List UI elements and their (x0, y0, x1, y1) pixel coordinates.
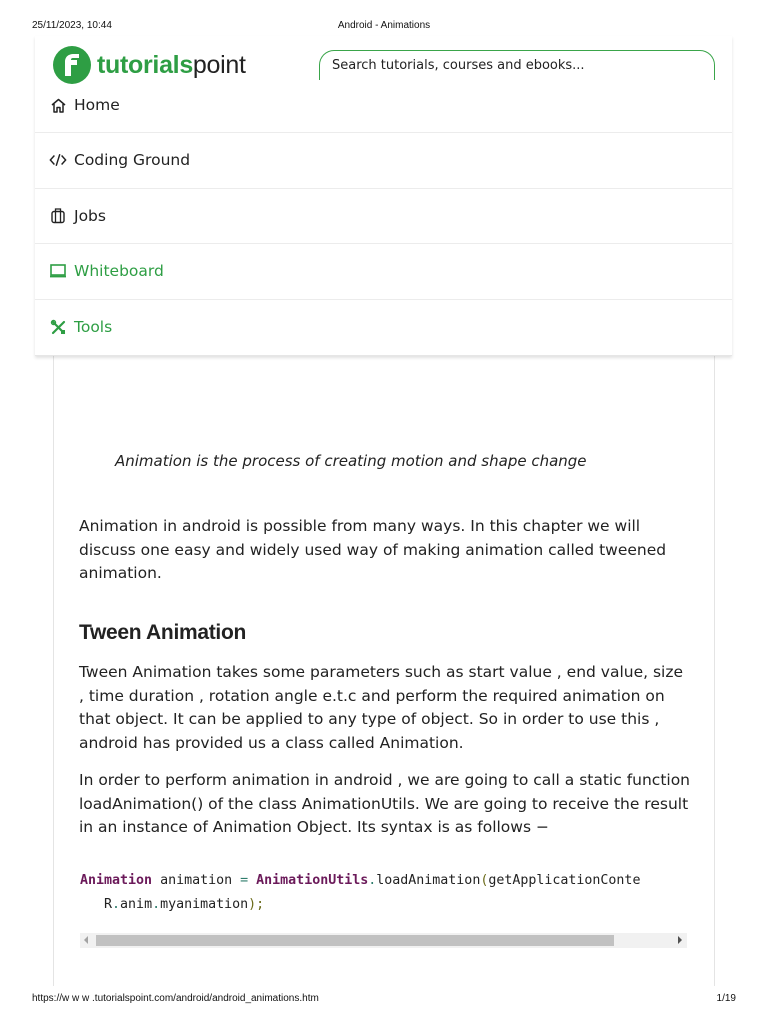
intro-paragraph: Animation in android is possible from many ways. In this chapter we will discuss one easy and widely used way of making animation called tweened animation. (79, 517, 667, 582)
print-url: https://w w w .tutorialspoint.com/android/android_animations.htm (32, 993, 319, 1004)
print-page-number: 1/19 (716, 993, 736, 1004)
site-header (35, 36, 732, 356)
code-token: Animation (80, 873, 153, 888)
print-header (32, 20, 736, 34)
tween-paragraph: Tween Animation takes some parameters such as start value , end value, size , time duration , rotation angle e.t.c and perform the required animation on that object. It can be applied to any type of object. So in order to use this , android has provided us a class called Animation. (79, 663, 684, 752)
scroll-right-arrow-icon[interactable] (678, 936, 682, 944)
logo-text (97, 51, 246, 80)
nav-menu (35, 79, 732, 355)
code-token: loadAnimation (376, 873, 481, 888)
logo-text-bold: tutorials (97, 50, 193, 79)
nav-item-jobs[interactable] (35, 189, 732, 245)
scroll-left-arrow-icon[interactable] (84, 936, 88, 944)
nav-item-whiteboard[interactable] (35, 244, 732, 300)
section-heading-tween-animation: Tween Animation (79, 621, 247, 644)
home-icon (49, 96, 67, 114)
nav-label-whiteboard: Whiteboard (74, 262, 164, 281)
code-token: AnimationUtils (256, 873, 369, 888)
nav-item-home[interactable] (35, 79, 732, 133)
code-horizontal-scrollbar[interactable] (80, 933, 687, 948)
code-token: . (112, 897, 121, 912)
nav-item-coding-ground[interactable] (35, 133, 732, 189)
code-token: anim (120, 897, 153, 912)
code-token: ); (248, 897, 265, 912)
scrollbar-thumb[interactable] (96, 935, 614, 946)
code-token: ( (480, 873, 489, 888)
intro-quote: Animation is the process of creating motion and shape change (115, 452, 587, 470)
search-input[interactable] (332, 58, 702, 73)
whiteboard-icon (49, 262, 67, 280)
code-icon (49, 151, 67, 169)
nav-item-tools[interactable] (35, 300, 732, 356)
loadanimation-paragraph: In order to perform animation in android , we are going to call a static function loadAnimation() of the class AnimationUtils. We are going to receive the result in an instance of Animation Object. Its syntax is as follows − (79, 771, 691, 836)
nav-label-coding-ground: Coding Ground (74, 151, 191, 170)
tools-icon (49, 318, 67, 336)
code-token: myanimation (160, 897, 249, 912)
code-token: . (152, 897, 161, 912)
code-token: . (368, 873, 377, 888)
logo-text-light: point (192, 50, 246, 79)
nav-label-jobs: Jobs (74, 206, 106, 225)
briefcase-icon (49, 207, 67, 225)
nav-label-home: Home (74, 96, 120, 114)
search-box (319, 50, 715, 80)
code-block[interactable] (80, 869, 687, 935)
code-token: getApplicationConte (488, 873, 641, 888)
code-token (248, 873, 256, 888)
code-token: = (240, 873, 249, 888)
nav-label-tools: Tools (74, 318, 113, 337)
print-footer (32, 993, 736, 1007)
code-token: R (80, 897, 113, 912)
print-date: 25/11/2023, 10:44 (32, 20, 112, 31)
code-token: animation (152, 873, 241, 888)
print-title: Android - Animations (337, 20, 431, 31)
